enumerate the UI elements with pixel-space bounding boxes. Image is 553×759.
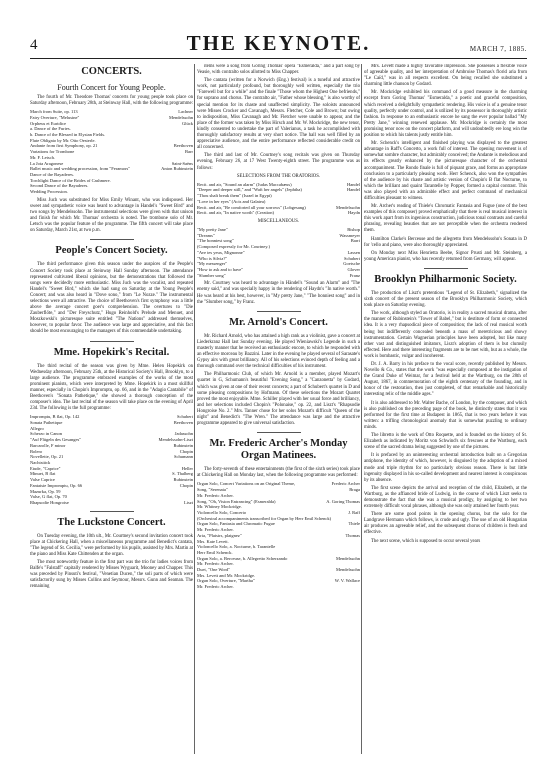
article-paragraph: The third recital of the season was given by Mme. Helen Hopekirk on Wednesday afternoon, February 25th, at the Historical Society's Hall, Brooklyn, to a large audience. The programme embraced examples of the works of the most prominent pianists, which were interpreted by Mme. Hopekirk in a most skillful manner, especially in Chopin's Impromptu, op. 66, and in the "Adagio Cantabile" of Beethoven's "Sonata Pathetique," she showed a thorough conception of the composer's idea. The last recital of the season will take place on the evening of April 23d. The following is the full programme: — [30, 363, 193, 412]
article-paragraph: The forty-seventh of these entertainments (the first of the sixth series) took place at Chickering Hall on Monday last, when the following programme was performed: — [197, 467, 360, 479]
programme-item: Impromptu, B flat, Op. 142 — [30, 414, 80, 420]
programme-composer: Glover — [347, 266, 360, 272]
section-divider — [90, 239, 134, 240]
programme-item: "Love in her eyes" (Acis and Galatea) — [197, 198, 266, 204]
programme-list — [30, 414, 193, 505]
programme-composer: Thiele — [348, 521, 360, 527]
programme-item: "Ave tes yeux, Mignonne" — [197, 249, 245, 255]
programme-composer: Mendelssohn — [336, 555, 360, 561]
programme-item: Violoncello Solo, Concerto — [197, 510, 247, 515]
programme-item: Allegro — [30, 425, 44, 431]
article-paragraph: Mr. Richard Arnold, who has attained a high rank as a violinist, gave a concert at Liederkranz Hall last Sunday evening. He played Wieniawski's Legende in such a masterly manner that he received an enthusiastic encore, to which he responded with an effective morceau by Bazzini. Later in the evening he played several of Sarasate's Gypsy airs with great brilliancy. All of his selections evinced depth of feeling and a thorough command over the technical difficulties of his instrument. — [197, 333, 360, 370]
programme-caption: SELECTIONS FROM THE ORATORIOS. — [236, 173, 321, 179]
programme-composer — [357, 584, 360, 590]
programme-item: Ballet music and wedding procession, from "Feramors" — [30, 166, 131, 172]
article-paragraph: Dr. J. A. Barry in his preface to the vocal score, recently published by Messrs. Novello & Co., states that the work "was especially composed at the instigation of the Grand Duke of Weimar, for a festival held at the Wartburg, on the 28th of August, 1867, in commemoration of the eighth centenary of the founding, and in honor of the restoration, then just completed, of that remarkable and historically interesting relic of the middle ages." — [364, 362, 527, 398]
programme-item: Song, "Oh, Vision Entrancing" (Esmeralda) — [197, 498, 276, 504]
programme-item: Barcarolle, F minor — [30, 442, 66, 448]
programme-composer: Schubert — [177, 414, 193, 420]
page-number: 4 — [30, 37, 38, 53]
article-paragraph: There are some good points in the opening chorus, but the solo for the Landgrave Hermann which follows, is crude and ugly. The use of an old Hungarian air produces an agreeable relief, and the subsequent chorus of children is fresh and effective. — [364, 512, 527, 536]
programme-composer: Heller — [181, 465, 193, 471]
article-paragraph: Mr. Courtney was heard to advantage in Händel's "Sound an Alarm" and "The enemy said," and was specially happy in the rendering of Haydn's "In native worth." He was heard at his best, however, in "My pretty Jane," "The bonniest song" and in the "Slumber song," by Franz. — [197, 281, 360, 305]
programme-composer: Rubinstein — [173, 477, 193, 483]
article-paragraph: The most noteworthy feature in the first part was the trio for ladies voices from Balfe's "Falstaff" capitally rendered by Misses Wyguarit, Mooney and Chapper. This was preceded by Pinsuti's festival, "Venetian Ducen," the soli parts of which were satisfactorily sung by Misses Collins and Seymour, Messrs. Gunn and Seaman. The remaining — [30, 560, 193, 590]
programme-item: Minuet, B flat — [30, 471, 56, 477]
column-1 — [30, 64, 193, 754]
programme-item: "Deeper and deeper still," and "Waft her angels" (Jephtha) — [197, 187, 302, 193]
programme-item: Mr. Frederic Archer. — [197, 561, 234, 567]
programme-composer: Schumann — [174, 454, 193, 460]
programme-item: Wedding Procession. — [30, 189, 68, 195]
programme-composer: Wassmeyer — [339, 232, 360, 238]
programme-item: Flute Obligato by Mr. Otto Oesterle. — [30, 137, 96, 143]
programme-composer: Mendelssohn-Liszt — [158, 437, 193, 443]
section-heading: Mr. Frederic Archer's Monday Organ Matinees. — [209, 438, 348, 462]
programme-item: "Who is Silvia?" — [197, 255, 228, 261]
programme-item: Mr. F. Letsch. — [30, 154, 56, 160]
programme-composer: Mendelssohn — [336, 204, 360, 210]
programme-item: Organ Solo, Overture, "Martha" — [197, 578, 255, 584]
programme-item: "Dreams" — [197, 232, 215, 238]
programme-item: Orpheus et Euridice — [30, 120, 66, 126]
programme-item: Organ Solo, a. Berceuse, b. Allegretto Scherzando — [197, 555, 288, 561]
article-paragraph: items were a song from Goring Thomas' opera "Esmeralda," and a part song by Veasie, with contralto solos allotted to Miss Chapper. — [197, 64, 360, 76]
programme-composer: Mendelssohn — [336, 567, 360, 573]
programme-composer: Barr — [185, 149, 193, 155]
programme-composer: Beethoven — [173, 143, 193, 149]
section-divider — [424, 268, 468, 269]
programme-item: Dance of the Bayaderes. — [30, 171, 74, 177]
programme-composer: Liszt — [184, 499, 193, 505]
programme-item: Mr. Frederic Archer. — [197, 527, 234, 533]
programme-composer: Jadassohn — [174, 431, 193, 437]
programme-item: Valse, G flat, Op. 70 — [30, 494, 67, 500]
article-paragraph: Mr. Schenck's intelligent and finished playing was displayed to the greatest advantage in Raff's Concerto, a work full of interest. The opening movement is of somewhat sombre character, but admirably conceived; the Andante is melodious and its effects greatly enhanced by the picturesque character of the orchestral accompaniment. The Rondo finale is full of piquant grace, and forms an appropriate conclusion to a particularly pleasing work. Herr Schenck, also won the sympathies of the audience by his chaste and artistic version of Chopin's B flat Nocturne, to which the brilliant and quaint Tarantelle by Popper, formed a capital contrast. This was also played with an admirable effect and perfect command of mechanical difficulties pleasant to witness. — [364, 141, 527, 201]
programme-composer: Schubert — [344, 255, 360, 261]
issue-date: MARCH 7, 1885. — [469, 45, 527, 53]
section-divider — [90, 511, 134, 512]
article-paragraph: It is also addressed to Mr. Walter Bache, of London, by the composer, and which is also published on the preceding page of the book, he distinctly states that it was performed for the first time at Budapest in 1865, that is two years before it was written: a trifling chronological anomaly that is somewhat puzzling to ordinary minds. — [364, 400, 527, 430]
programme-row — [30, 189, 193, 195]
article-paragraph: The next scene, which is supposed to occur several years — [371, 538, 481, 544]
section-divider — [90, 341, 134, 342]
programme-composer: S. Thalberg — [172, 471, 193, 477]
page-header — [30, 28, 527, 59]
programme-composer: Handel — [347, 187, 360, 193]
programme-item: Etude, "Caprice" — [30, 465, 61, 471]
programme-composer: A. Goring Thomas — [326, 498, 360, 504]
programme-item: Aria, "Plaisirs, plaignez" — [197, 532, 242, 538]
programme-item: Mr. Frederic Archer. — [197, 492, 234, 498]
section-subheading: Fourth Concert for Young People. — [57, 83, 166, 93]
programme-row — [30, 500, 193, 506]
article-paragraph: The third performance given this season under the auspices of the People's Concert Society took place at Steinway Hall Sunday afternoon. The attendance represented cultivated liberal opinions, but the demonstrations that followed the songs were decidedly more enthusiastic. Miss Juch was the vocalist, and repeated Handel's "Sweet Bird," which she had sung on Saturday at the Young People's Concert; and was also heard in "Dove sono," from "Le Nozze." The instrumental selections were all attractive. The choice of Beethoven's first symphony was a little above the average concert goer's comprehension. The overtures to "Die Zauberflöte," and "Der Freyschutz," Hugo Reinhold's Prelude and Menuet, and Moszkowski's picturesque suite entitled "The Nations" addressed themselves, however, to popular favor. The audience was large and appreciative, and this fact should be most encouraging to the managers of this commendable undertaking. — [30, 262, 193, 335]
column-3 — [364, 64, 527, 754]
programme-item: Herr Emil Schenck. — [197, 549, 233, 555]
programme-item: Mrs. Levett and Mr. Mockridge. — [197, 572, 256, 578]
programme-item: Fantaisie Impromptu, Op. 66 — [30, 482, 83, 488]
programme-composer: W. V. Wallace — [334, 578, 360, 584]
programme-composer: Glück — [182, 120, 193, 126]
programme-item: Torchlight Dance of the Brides of Cashmere. — [30, 177, 111, 183]
programme-item: March from Suite, op. 113 — [30, 109, 78, 115]
article-paragraph: Mr. Mockridge exhibited his command of a good measure in the charming excerpt from Goring Thomas' "Esmeralda," a poetic and graceful composition, which received a delightfully sympathetic rendering. His voice is of a genuine tenor quality, perfectly under control, and is utilized by its possessor in thoroughly artistic fashion. In response to an enthusiastic encore he sang the ever popular ballad "My Pretty Jane," winning renewed applause. Mr. Mockridge is certainly the most promising tenor now on the concert platform, and will undoubtedly ere long win the position to which his talents justly entitle him. — [364, 90, 527, 139]
programme-item: Fairy Overture, "Melusine" — [30, 114, 80, 120]
section-divider — [257, 432, 301, 433]
section-heading: CONCERTS. — [81, 66, 142, 77]
programme-list — [197, 227, 360, 278]
programme-item: Second Dance of the Bayaderes. — [30, 183, 89, 189]
programme-composer: Handel — [347, 181, 360, 187]
programme-composer: Haydn — [348, 210, 360, 216]
article-paragraph: On Monday next Miss Henrietta Beebe, Signor Prusti and Mr. Steinberg, a young American pianist, who has recently returned from Germany, will appear. — [364, 250, 527, 262]
programme-composer: Thomas — [345, 532, 360, 538]
programme-item: Mrs. Kate Levett. — [197, 538, 229, 544]
article-paragraph: The cantata (written for a Norwich (Eng.) festival) is a tuneful and attractive work, not particularly profound, but thoroughly well written, especially the trio "Farewell but for a while" and the finale "Those whom the Highest One befriends," for soprano and chorus. The contralto air, "Father whose blessing," is also worthy of special mention for its chaste and unaffected simplicity. The soloists announced were Misses Crocker and Cavanagh, Messrs. Fletcher, Cole and Brown; but owing to indisposition, Miss Cavanagh and Mr. Fletcher were unable to appear, and the place of the former was taken by Miss Hirsch and Mr. W. Mockridge, the new tenor, kindly consented to undertake the part of Valerianus, a task he accomplished with thoroughly satisfactory results at very short notice. The hall was well filled by an appreciative audience, and the entire performance reflected considerable credit on all concerned. — [197, 78, 360, 151]
programme-item: Mazurka, Op. 59 — [30, 488, 61, 494]
programme-item: Valse Caprice — [30, 477, 55, 483]
programme-item: a. Dance of the Furies. — [30, 126, 71, 132]
column-rule-2 — [361, 64, 362, 754]
programme-composer: Rubinstein — [173, 442, 193, 448]
programme-composer: Anton Rubinstein — [161, 166, 193, 172]
programme-item: Andante from first Symphony, op. 21 — [30, 143, 98, 149]
programme-composer: Franz — [349, 272, 360, 278]
column-rule-1 — [194, 64, 195, 754]
article-paragraph: On Tuesday evening, the 10th ult., Mr. Courtney's second invitation concert took place at Chickering Hall, when a miscellaneous programme and Benedict's cantata, "The legend of St. Cecilia," were performed by his pupils, assisted by Mrs. Martin at the piano and Miss Kate Chittenden at the organ. — [30, 533, 193, 557]
programme-item: Violoncello Solo, a. Nocturne, b. Tarantelle — [197, 544, 276, 550]
programme-item: "My messenger" — [197, 261, 228, 267]
programme-item: Scherzo in Canon — [30, 431, 62, 437]
section-heading: Mme. Hopekirk's Recital. — [53, 346, 170, 358]
programme-item: "Auf Flügeln des Gesanges" — [30, 437, 82, 443]
programme-item: "The bonniest song" — [197, 238, 234, 244]
article-paragraph: The libretto is the work of Otto Roquette, and is founded on the history of St. Elizabeth as indicated by Moritz von Schwind's six frescoes at the Wartburg, each scene of the sacred drama being suggested by one of the pictures. — [364, 433, 527, 451]
programme-composer: Braga — [349, 487, 360, 493]
programme-composer: Goetsche — [343, 261, 360, 267]
programme-composer: Barri — [350, 238, 360, 244]
programme-item: b. Dance of the Blessed in Elysian Fields. — [30, 132, 106, 138]
programme-item: (Orchestral accompaniments transcribed for Organ by Herr Emil Schenck) — [197, 515, 332, 521]
article-paragraph: The production of Liszt's pretentious "Legend of St. Elizabeth," signalized the sixth concert of the present season of the Brooklyn Philharmonic Society, which took place on Saturday evening. — [364, 290, 527, 309]
programme-item: Mr. Frederic Archer. — [197, 584, 234, 590]
programme-composer: Chopin — [179, 448, 193, 454]
programme-composer: Saint-Saëns — [171, 160, 193, 166]
programme-list — [197, 182, 360, 216]
programme-list — [30, 109, 193, 195]
programme-item: Duet, "One Word" — [197, 567, 231, 573]
programme-item: Organ Solo, Concert Variations on an Original Theme, — [197, 481, 296, 487]
article-paragraph: The fourth of Mr. Theodore Thomas' concerts for young people took place on Saturday afternoon, February 28th, at Steinway Hall, with the following programme: — [30, 95, 193, 107]
programme-item: "Slumber song" — [197, 272, 226, 278]
section-heading: Mr. Arnold's Concert. — [229, 316, 328, 328]
programme-composer: Mendelssohn — [169, 114, 193, 120]
programme-row — [197, 210, 360, 216]
programme-list — [197, 481, 360, 589]
programme-composer: Lassen — [347, 249, 360, 255]
article-paragraph: Hamilton Clarke's Berceuse and the allegretto from Mendelssohn's Sonata in D for 'cello and piano, were also thoroughly appreciated. — [364, 236, 527, 248]
programme-item: "How to ask and to have" — [197, 266, 244, 272]
programme-item: Sonata Pathetique — [30, 420, 63, 426]
section-divider — [257, 311, 301, 312]
programme-composer: Beethoven — [173, 420, 193, 426]
article-paragraph: The third and last of Mr. Courtney's song recitals was given on Thursday evening, February 26, at 17 West Twenty-eighth street. The programme was as follows: — [197, 153, 360, 171]
programme-composer: J. Raff — [348, 510, 360, 515]
article-paragraph: The work, although styled an Oratorio, is in reality a sacred musical drama, after the manner of Rubinstein's "Tower of Babel," but is destitute of form or connected idea. It is a very rhapsodical piece of composition; the lack of real musical worth being but indifferently concealed beneath a mass of meretricious and showy instrumentation. Certain Wagnerian principles have been adopted, but like many other vast and distinguished imitators, Liszt's adoption of them is but clumsily effected. Here and there interesting fragments are to be met with, but as a whole, the work is bombastic, vulgar and incoherent. — [364, 311, 527, 359]
programme-item: Song, "Serenata" — [197, 487, 228, 493]
column-2 — [197, 64, 360, 754]
programme-caption: MISCELLANEOUS. — [257, 218, 300, 224]
article-paragraph: Mr. Archer's reading of Thiele's Chromatic Fantasia and Fugue (one of the best examples of this composer) proved emphatically that there is real musical interest in this work apart from its ingenious construction, judicious tonal contrasts and careful phrasing, revealing beauties that are not perceptible when the orchestra rendered them. — [364, 204, 527, 234]
programme-item: Variations for Trombone — [30, 149, 75, 155]
programme-item: Recit. and air, "In native worth" (Creation) — [197, 210, 274, 216]
programme-item: Organ Solo, Fantasia and Chromatic Fugue — [197, 521, 275, 527]
programme-item: Recit. and air, "Sound an alarm" (Judas Maccabæus) — [197, 181, 292, 187]
masthead-title: THE KEYNOTE. — [186, 31, 371, 55]
programme-item: Nachtstück — [30, 459, 51, 465]
programme-composer: Bishop — [347, 227, 360, 232]
programme-row — [197, 273, 360, 279]
programme-item: Recit. and air, "Be comforted all your sorrows" (Lobgesang) — [197, 204, 306, 210]
article-paragraph: The Philharmonic Club, of which Mr. Arnold is a member, played Mozart's quartet in G, Schumann's beautiful "Evening Song," a "Canzonetta" by Godard, which was given at one of their recent concerts; a part of Schubert's quartet in D and some pleasing compositions by Hofmann. Of these selections the Mozart Quartet proved the most enjoyable. Mme. Schiller played with her usual force and brilliancy, and her selections included Chopin's "Polonaise," op. 22, and Liszt's "Rhapsodie Hongroise No. 2." Mrs. Tanner chose for her solos Mozart's difficult "Queen of the night" and Benedict's "The Wren." The attendance was large and the attractive programme appeared to give universal satisfaction. — [197, 372, 360, 427]
programme-item: "Thou shalt break them" (Israel in Egypt) — [197, 193, 272, 199]
article-paragraph: The first scene depicts the arrival and reception of the child, Elizabeth, at the Wartburg, as the affianced bride of Ludwig, in the course of which Liszt seeks to demonstrate the fact that she was a musical prodigy, by assigning to her two extremely difficult vocal phrases, although she was only attained her fourth year. — [364, 485, 527, 510]
article-paragraph: It is prefaced by an uninteresting orchestral introduction built on a Gregorian antiphone, the identity of which, however, is disguised by the adoption of a mixed mode and triple rhythm for no particularly obvious reason. There is but little ingenuity displayed in his so-called development and nearest interest is conspicuous by its absence. — [364, 453, 527, 483]
section-heading: People's Concert Society. — [55, 245, 168, 257]
programme-composer: Frederic Archer — [331, 481, 360, 487]
article-paragraph: Miss Juch was substituted for Miss Emily Winant, who was indisposed. Her sweet and sympathetic voice was heard to advantage in Handel's "Sweet Bird" and two songs by Mendelssohn. The instrumental selections were given with that unison and finish for which Mr. Thomas' orchestra is noted. The trombone solo of Mr. Letsch was the popular feature of the programme. The fifth concert will take place on Saturday, March 21st, at two p.m. — [30, 197, 193, 234]
programme-item: Bolero — [30, 448, 43, 454]
programme-composer — [190, 189, 193, 195]
section-heading: The Luckstone Concert. — [57, 516, 166, 528]
section-heading: Brooklyn Philharmonic Society. — [374, 273, 517, 285]
article-paragraph: Mrs. Levett made a highly favorable impression. She possesses a flexible voice of agreeable quality, and her interpretation of Ambroise Thomas's florid aria from "Le Caïd," was in all respects excellent. On being recalled she substituted a charming little chanson by Godard. — [364, 64, 527, 88]
programme-item: Rhapsodie Hongroise — [30, 499, 69, 505]
programme-item: Novellette, Op. 21 — [30, 454, 64, 460]
programme-composer: Chopin — [179, 482, 193, 488]
programme-item: (Composed expressly for Mr. Courtney.) — [197, 244, 270, 250]
programme-item: Mr. Whitney Mockridge. — [197, 504, 242, 510]
programme-item: La Jota Aragonese — [30, 160, 64, 166]
programme-row — [197, 584, 360, 590]
programme-item: "My pretty Jane" — [197, 227, 228, 232]
programme-composer: Lachner — [178, 109, 193, 115]
